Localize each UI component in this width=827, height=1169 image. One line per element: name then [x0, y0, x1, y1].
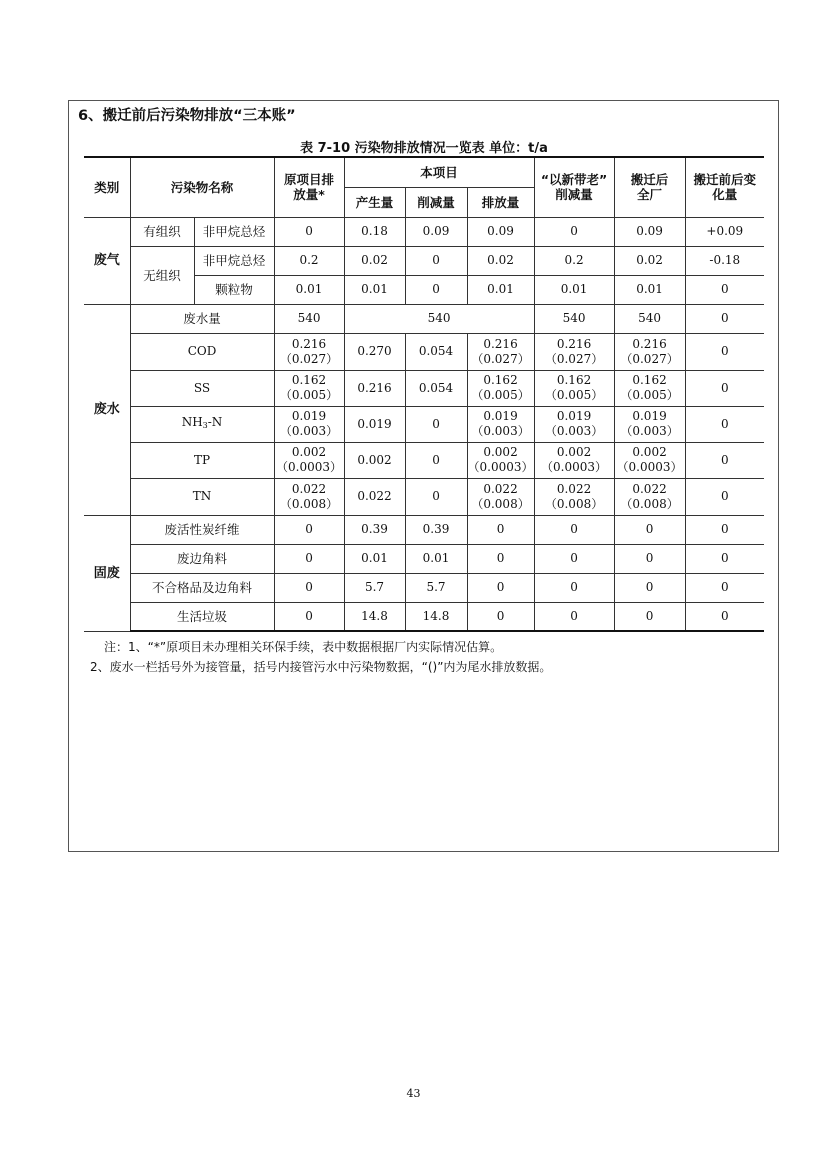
table-row — [84, 478, 764, 515]
table-row — [84, 333, 764, 370]
page-number: 43 — [406, 1087, 421, 1100]
cell: 0.01 — [405, 544, 467, 573]
cell: 0 — [534, 217, 614, 246]
pollutant-name: 颗粒物 — [194, 275, 274, 304]
cell: 0 — [685, 573, 764, 602]
table-row — [84, 544, 764, 573]
cell: 0 — [614, 602, 685, 631]
cell: 0 — [534, 602, 614, 631]
cell: 0 — [274, 544, 344, 573]
cell: 0 — [405, 275, 467, 304]
cell: 0.02 — [614, 246, 685, 275]
header-emit: 排放量 — [467, 187, 534, 217]
cell: 0.162 （0.005） — [467, 370, 534, 406]
cell: 0 — [685, 442, 764, 478]
cell: 0.019 （0.003） — [614, 406, 685, 442]
cell: 0.216 （0.027） — [534, 333, 614, 370]
cell: 0.01 — [534, 275, 614, 304]
pollutant-name: 废活性炭纤维 — [130, 515, 274, 544]
cell: 0.002 （0.0003） — [467, 442, 534, 478]
header-pollutant-name: 污染物名称 — [130, 157, 274, 217]
header-change: 搬迁前后变 化量 — [685, 157, 764, 217]
cell: 0 — [685, 406, 764, 442]
cell: 5.7 — [405, 573, 467, 602]
header-produce: 产生量 — [344, 187, 405, 217]
cell: 0.18 — [344, 217, 405, 246]
cell: 0 — [274, 573, 344, 602]
cell: 0 — [534, 573, 614, 602]
cell: 14.8 — [405, 602, 467, 631]
cell: 0 — [405, 442, 467, 478]
table-row — [84, 602, 764, 631]
cell: 0 — [274, 515, 344, 544]
cell: 0 — [685, 370, 764, 406]
header-reduce: 削减量 — [405, 187, 467, 217]
cell: 0 — [467, 602, 534, 631]
pollutant-name: 非甲烷总烃 — [194, 217, 274, 246]
cell: 0.01 — [467, 275, 534, 304]
cell: 540 — [274, 304, 344, 333]
table-row — [84, 370, 764, 406]
cell: 0 — [614, 544, 685, 573]
note-2: 2、废水一栏括号外为接管量，括号内接管污水中污染物数据，“()”内为尾水排放数据。 — [90, 660, 552, 674]
cell: 0 — [405, 478, 467, 515]
cell: 0.216 （0.027） — [274, 333, 344, 370]
pollutant-name: 废边角料 — [130, 544, 274, 573]
cell: 0.02 — [467, 246, 534, 275]
unorganized-label: 无组织 — [130, 246, 194, 304]
cell: 0.019 （0.003） — [534, 406, 614, 442]
cell: 0.39 — [405, 515, 467, 544]
cell: 0 — [685, 275, 764, 304]
cell: -0.18 — [685, 246, 764, 275]
category-gas: 废气 — [84, 217, 130, 304]
cell: 0.019 （0.003） — [467, 406, 534, 442]
cell: 0 — [467, 544, 534, 573]
cell: 0.2 — [534, 246, 614, 275]
section-title: 6、搬迁前后污染物排放“三本账” — [78, 108, 296, 124]
cell: 0.01 — [344, 544, 405, 573]
cell: 14.8 — [344, 602, 405, 631]
note-1: 注：1、“*”原项目未办理相关环保手续，表中数据根据厂内实际情况估算。 — [104, 640, 503, 654]
cell: 0 — [534, 515, 614, 544]
cell: 0.019 （0.003） — [274, 406, 344, 442]
cell: 0 — [274, 217, 344, 246]
table-row — [84, 442, 764, 478]
cell: 0 — [685, 515, 764, 544]
cell: 0 — [534, 544, 614, 573]
table-row — [84, 406, 764, 442]
cell: 0.022 — [344, 478, 405, 515]
cell: 0 — [685, 544, 764, 573]
pollutant-name: SS — [130, 370, 274, 406]
cell: 0.054 — [405, 333, 467, 370]
cell: 0 — [685, 478, 764, 515]
cell: 0.216 — [344, 370, 405, 406]
pollutant-table — [84, 156, 764, 632]
header-old-for-new: “以新带老” 削减量 — [534, 157, 614, 217]
cell: 0 — [467, 573, 534, 602]
cell: 0 — [405, 246, 467, 275]
cell: 0.2 — [274, 246, 344, 275]
pollutant-name: COD — [130, 333, 274, 370]
pollutant-name: 非甲烷总烃 — [194, 246, 274, 275]
header-category: 类别 — [84, 157, 130, 217]
cell: 0 — [685, 602, 764, 631]
cell: 0.09 — [405, 217, 467, 246]
cell: 0.022 （0.008） — [614, 478, 685, 515]
organized-label: 有组织 — [130, 217, 194, 246]
table-row — [84, 515, 764, 544]
pollutant-name: TN — [130, 478, 274, 515]
cell: 0 — [405, 406, 467, 442]
category-solid: 固废 — [84, 515, 130, 631]
cell: 0.216 （0.027） — [467, 333, 534, 370]
cell: 0.162 （0.005） — [614, 370, 685, 406]
cell: 0.09 — [614, 217, 685, 246]
cell: 0.162 （0.005） — [274, 370, 344, 406]
pollutant-name: 不合格品及边角料 — [130, 573, 274, 602]
cell: 0.002 （0.0003） — [534, 442, 614, 478]
cell: 0.002 （0.0003） — [614, 442, 685, 478]
cell: 0.019 — [344, 406, 405, 442]
cell: 0.216 （0.027） — [614, 333, 685, 370]
cell: 0.01 — [344, 275, 405, 304]
table-row — [84, 217, 764, 246]
cell: 0 — [685, 304, 764, 333]
cell: 0 — [685, 333, 764, 370]
cell: 0.022 （0.008） — [534, 478, 614, 515]
table-row — [84, 304, 764, 333]
cell: +0.09 — [685, 217, 764, 246]
cell: 0.054 — [405, 370, 467, 406]
cell: 0 — [467, 515, 534, 544]
cell: 540 — [344, 304, 534, 333]
cell: 0.270 — [344, 333, 405, 370]
cell: 0.022 （0.008） — [467, 478, 534, 515]
cell: 0.02 — [344, 246, 405, 275]
cell: 5.7 — [344, 573, 405, 602]
cell: 0.162 （0.005） — [534, 370, 614, 406]
cell: 0.002 （0.0003） — [274, 442, 344, 478]
cell: 0.01 — [274, 275, 344, 304]
table-row — [84, 246, 764, 275]
cell: 540 — [614, 304, 685, 333]
header-this-project: 本项目 — [344, 157, 534, 187]
pollutant-name: $NH_3-N$ — [130, 406, 274, 442]
cell: 0.002 — [344, 442, 405, 478]
cell: 540 — [534, 304, 614, 333]
pollutant-name: TP — [130, 442, 274, 478]
pollutant-name: 废水量 — [130, 304, 274, 333]
table-row — [84, 573, 764, 602]
cell: 0 — [614, 515, 685, 544]
cell: 0.39 — [344, 515, 405, 544]
cell: 0 — [614, 573, 685, 602]
cell: 0 — [274, 602, 344, 631]
cell: 0.01 — [614, 275, 685, 304]
category-water: 废水 — [84, 304, 130, 515]
pollutant-name: 生活垃圾 — [130, 602, 274, 631]
table-notes — [90, 637, 552, 677]
cell: 0.022 （0.008） — [274, 478, 344, 515]
cell: 0.09 — [467, 217, 534, 246]
table-caption: 表 7-10 污染物排放情况一览表 单位：t/a — [300, 141, 548, 156]
header-after-relocation: 搬迁后 全厂 — [614, 157, 685, 217]
header-original: 原项目排 放量* — [274, 157, 344, 217]
